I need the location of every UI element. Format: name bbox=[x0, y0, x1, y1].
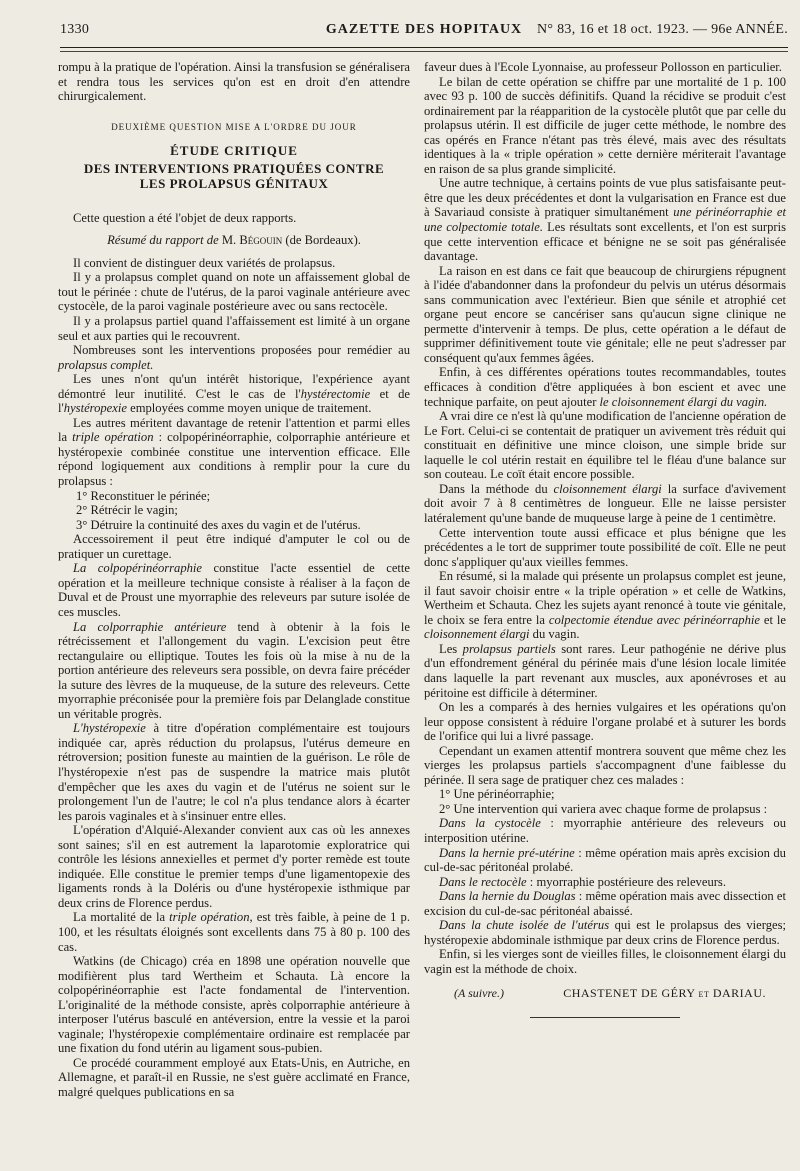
paragraph: Accessoirement il peut être indiqué d'amputer le col ou de pratiquer un curettage. bbox=[58, 532, 410, 561]
paragraph: Dans la hernie du Douglas : même opération mais avec dissection et excision du cul-de-sac péritonéal abaissé. bbox=[424, 889, 786, 918]
page-header bbox=[60, 22, 788, 44]
paragraph: La colporraphie antérieure tend à obtenir à la fois le rétrécissement et l'allongement du vagin. L'excision peut être rectangulaire ou elliptique. Toutes les fois où la mise à nu de la portion antérieure des releveurs sera possible, on devra faire précéder la suture des lèvres de la muqueuse, de la suture des releveurs. Cette myorraphie préconisée pour la première fois par Delanglade constitue un véritable progrès. bbox=[58, 619, 410, 721]
paragraph: Une autre technique, à certains points de vue plus satisfaisante peut-être que les deux précédentes et dont la vulgarisation en France est due à Savariaud consiste à pratiquer simultanément une périnéorraphie et une colpectomie totale. Les résultats sont excellents, et l'on est surpris que cette intervention efficace et bénigne ne se soit pas généralisée davantage. bbox=[424, 176, 786, 264]
paragraph: Dans la cystocèle : myorraphie antérieure des releveurs ou interposition utérine. bbox=[424, 816, 787, 845]
list-item: 1° Reconstituer le périnée; bbox=[76, 488, 211, 503]
paragraph: L'opération d'Alquié-Alexander convient aux cas où les annexes sont saines; s'il en est autrement la laparotomie exploratrice qui contrôle les lésions annexielles et permet d'y porter remède est toute indiquée. Elle constitue le premier temps d'une ligamentopexie des ligaments ronds à la Doléris ou d'une hystéropexie isthmique par deux crins de Florence perdus. bbox=[58, 823, 410, 910]
paragraph: Les prolapsus partiels sont rares. Leur pathogénie ne dérive plus d'un effondrement général du périnée mais d'une lésion locale limitée dans laquelle la part revenant aux muscles, aux aponévroses et au péritoine est difficile à déterminer. bbox=[424, 641, 786, 700]
paragraph: La colpopérinéorraphie constitue l'acte essentiel de cette opération et la meilleure technique consiste à réaliser à la façon de Duval et de Proust une myorraphie des releveurs par suture isolée de ces muscles. bbox=[58, 561, 411, 619]
signature-line bbox=[424, 986, 786, 1001]
paragraph: Il convient de distinguer deux variétés de prolapsus. bbox=[73, 255, 336, 270]
paragraph: Ce procédé couramment employé aux Etats-Unis, en Autriche, en Allemagne, et paraît-il en Russie, ne s'est guère acclimaté en France, malgré quelques publications en sa bbox=[58, 1055, 410, 1099]
paragraph: Cette intervention toute aussi efficace et plus bénigne que les précédentes a le tort de supprimer toute possibilité de coït. Elle ne peut donc s'appliquer qu'aux vieilles femmes. bbox=[424, 525, 786, 569]
left-column bbox=[58, 60, 410, 1100]
article-title-line: DES INTERVENTIONS PRATIQUÉES CONTRE bbox=[83, 160, 385, 176]
header-rule bbox=[60, 47, 788, 48]
paragraph: La raison en est dans ce fait que beaucoup de chirurgiens répugnent à l'idée d'abandonner dans la profondeur du pelvis un utérus désormais sans communication avec l'extérieur. Bien que sénile et atrophié cet organe peut encore se cancériser sans qu'aucun signe clinique ne permette d'intervenir à temps. De plus, cette opération a le défaut de supprimer définitivement toute vie génitale; elle ne peut s'adresser par conséquent qu'aux femmes âgées. bbox=[424, 263, 786, 365]
paragraph: Nombreuses sont les interventions proposées pour remédier au prolapsus complet. bbox=[58, 343, 410, 372]
list-item: 2° Rétrécir le vagin; bbox=[76, 503, 178, 518]
journal-title: GAZETTE DES HOPITAUX bbox=[325, 22, 523, 37]
paragraph: rompu à la pratique de l'opération. Ainsi la transfusion se généralisera et rendra tous les services qu'on est en droit d'en attendre chirurgicalement. bbox=[58, 60, 410, 104]
paragraph: Enfin, si les vierges sont de vieilles filles, le cloisonnement élargi du vagin est la méthode de choix. bbox=[424, 947, 786, 976]
to-be-continued: (A suivre.) bbox=[454, 986, 504, 1001]
paragraph: Cette question a été l'objet de deux rapports. bbox=[73, 210, 297, 225]
paragraph: Il y a prolapsus partiel quand l'affaissement est limité à un organe seul et aux parties qui le recouvrent. bbox=[58, 314, 410, 343]
paragraph: Le bilan de cette opération se chiffre par une mortalité de 1 p. 100 avec 93 p. 100 de succès définitifs. Quand la récidive se produit c'est ordinairement par la réapparition de la cystocèle plutôt que par celle du prolapsus utérin. Il est difficile de juger cette méthode, le nombre des cas opérés en France n'étant pas très élevé, mais avec des résultats identiques à la « triple opération » cette dernière mériterait l'avantage en raison de sa plus grande simplicité. bbox=[424, 74, 786, 176]
paragraph: En résumé, si la malade qui présente un prolapsus complet est jeune, il faut savoir choisir entre « la triple opération » et celle de Watkins, Wertheim et Schauta. Chez les sujets ayant renoncé à toute vie génitale, le choix se fera entre la colpectomie étendue avec périnéorraphie et le cloisonnement élargi du vagin. bbox=[424, 569, 786, 642]
paragraph: Cependant un examen attentif montrera souvent que même chez les vierges les prolapsus partiels s'accompagnent d'une faiblesse du périnée. Il sera sage de pratiquer chez ces malades : bbox=[424, 743, 786, 787]
paragraph: A vrai dire ce n'est là qu'une modification de l'ancienne opération de Le Fort. Celui-ci se contentait de pratiquer un avivement très réduit qui constituait en définitive une mince cloison, une simple bride sur laquelle le col utérin restait en équilibre tel le fléau d'une balance sur son couteau. Le coït était encore possible. bbox=[424, 409, 786, 482]
page-number: 1330 bbox=[60, 22, 90, 37]
paragraph: L'hystéropexie à titre d'opération complémentaire est toujours indiquée car, après réduction du prolapsus, l'utérus demeure en rétroversion; position funeste au maintien de la guérison. Le rôle de l'hystéropexie n'est pas de suspendre la matrice mais plutôt d'empêcher que les axes du vagin et de l'utérus ne soient sur le prolongement l'un de l'autre; le col n'a plus tendance alors à écarter les parois vaginales et à s'insinuer entre elles. bbox=[58, 721, 410, 823]
paragraph: faveur dues à l'Ecole Lyonnaise, au professeur Pollosson en particulier. bbox=[424, 60, 782, 74]
report-author: M. Bégouin bbox=[221, 233, 283, 248]
article-kicker: ÉTUDE CRITIQUE bbox=[170, 143, 298, 159]
paragraph: Watkins (de Chicago) créa en 1898 une opération nouvelle que modifièrent plus tard Wertheim et Schauta. Là encore la colpopérinéorraphie est l'acte fondamental de l'intervention. L'originalité de la méthode consiste, après colporraphie antérieure à interposer l'utérus basculé en antéversion, entre la vessie et la paroi vaginale; l'hystéropexie complémentaire ordinaire est remplacée par une fixation du fond utérin au ligament sous-pubien. bbox=[58, 954, 410, 1056]
paragraph: Dans la hernie pré-utérine : même opération mais après excision du cul-de-sac péritonéal prolabé. bbox=[424, 845, 786, 875]
paragraph: Dans le rectocèle : myorraphie postérieure des releveurs. bbox=[439, 874, 726, 889]
end-rule bbox=[530, 1017, 680, 1018]
issue-info: N° 83, 16 et 18 oct. 1923. — 96e ANNÉE. bbox=[537, 22, 788, 37]
article-title-line: LES PROLAPSUS GÉNITAUX bbox=[139, 175, 329, 191]
paragraph: Les unes n'ont qu'un intérêt historique, l'expérience ayant démontré leur inutilité. C'est le cas de l'hystérectomie et de l'hystéropexie employées comme moyen unique de traitement. bbox=[58, 372, 410, 416]
paragraph: Enfin, à ces différentes opérations toutes recommandables, toutes efficaces à condition d'être appliquées à bon escient et avec une technique parfaite, on peut ajouter le cloisonnement élargi du vagin. bbox=[424, 365, 786, 409]
paragraph: Dans la méthode du cloisonnement élargi la surface d'avivement doit avoir 7 à 8 centimètres de longueur. Elle ne laisse persister latéralement qu'une bande de muqueuse large à peine de 1 centimètre. bbox=[424, 481, 786, 525]
list-item: 2° Une intervention qui variera avec chaque forme de prolapsus : bbox=[439, 801, 768, 816]
article-authors: CHASTENET DE GÉRY et DARIAU. bbox=[563, 986, 766, 1001]
paragraph: La mortalité de la triple opération, est très faible, à peine de 1 p. 100, et les résultats éloignés sont excellents dans 75 à 80 p. 100 des cas. bbox=[58, 910, 410, 954]
paragraph: Les autres méritent davantage de retenir l'attention et parmi elles la triple opération : colpopérinéorraphie, colporraphie antérieure et hystéropexie combinée constitue une intervention efficace. Elle répond logiquement aux conditions à remplir pour la cure du prolapsus : bbox=[58, 415, 411, 489]
report-summary-heading: Résumé du rapport de M. Bégouin (de Bordeaux). bbox=[107, 233, 361, 248]
header-rule-thin bbox=[60, 51, 788, 52]
list-item: 3° Détruire la continuité des axes du vagin et de l'utérus. bbox=[76, 517, 361, 532]
section-label: DEUXIÈME QUESTION MISE A L'ORDRE DU JOUR bbox=[111, 121, 357, 132]
article-title bbox=[58, 161, 410, 191]
paragraph: Dans la chute isolée de l'utérus qui est le prolapsus des vierges; hystéropexie abdominale isthmique par deux crins de Florence perdus. bbox=[424, 918, 786, 947]
paragraph: Il y a prolapsus complet quand on note un affaissement global de tout le périnée : chute de l'utérus, de la paroi vaginale antérieure avec cystocèle, de la paroi vaginale postérieure avec ou sans rectocèle. bbox=[58, 270, 410, 314]
right-column bbox=[424, 60, 786, 1018]
paragraph: On les a comparés à des hernies vulgaires et les opérations qu'on leur oppose consistent à réduire l'organe prolabé et à suturer les bords de l'orifice qui lui a livré passage. bbox=[424, 700, 786, 744]
list-item: 1° Une périnéorraphie; bbox=[439, 787, 555, 802]
